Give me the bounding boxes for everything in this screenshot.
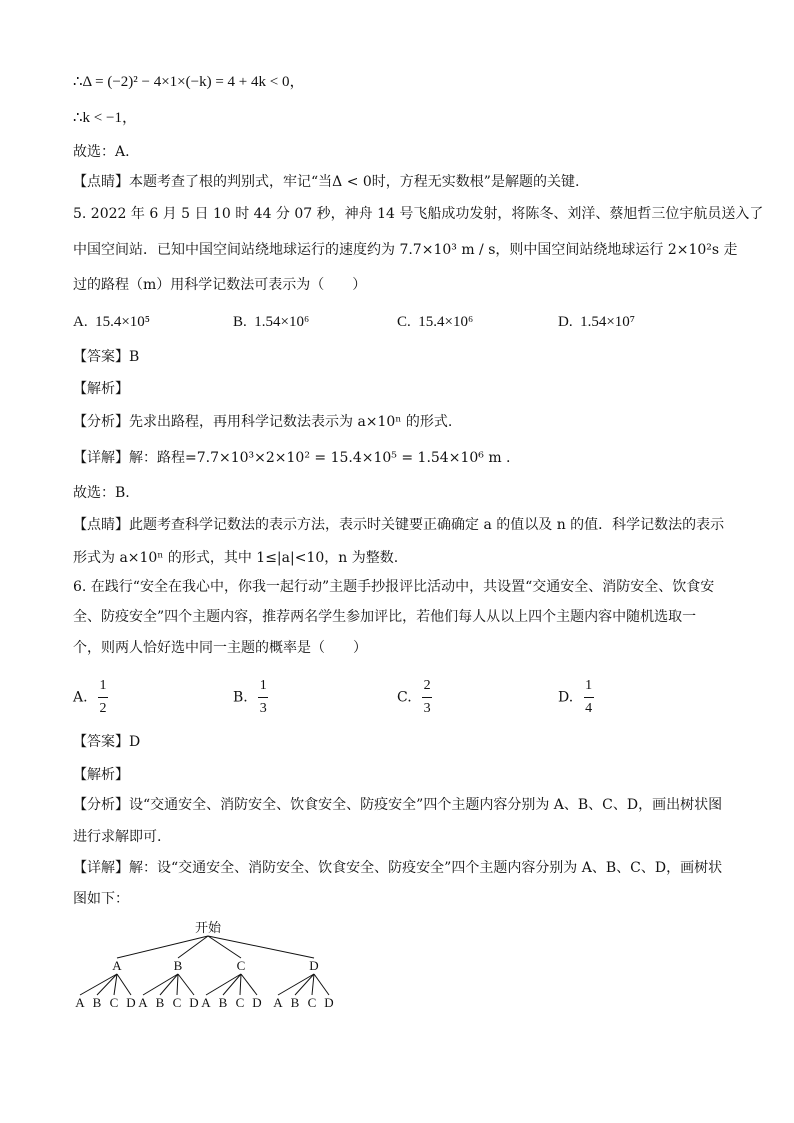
tree-leaf-d-c: C: [307, 995, 317, 1010]
tree-leaf-line: [240, 974, 241, 995]
tree-leaf-c-b: B: [218, 995, 228, 1010]
q5-option-a: A. 15.4×10⁵: [73, 314, 151, 330]
analysis-heading-5: 【解析】: [73, 381, 129, 397]
tree-leaf-a-d: D: [126, 995, 136, 1010]
tree-node-d: D: [309, 958, 319, 973]
analysis-5: 【分析】先求出路程，再用科学记数法表示为 a×10ⁿ 的形式.: [73, 414, 453, 430]
detail-5: 【详解】解：路程=7.7×10³×2×10² = 15.4×10⁵ = 1.54×10⁶ m .: [73, 450, 511, 466]
tree-leaf-line: [223, 974, 241, 995]
line-k-range: ∴k < −1，: [73, 110, 137, 126]
tree-leaf-c-c: C: [235, 995, 245, 1010]
analysis-6-line-1: 【分析】设“交通安全、消防安全、饮食安全、防疫安全”四个主题内容分别为 A、B、C、D，画出树状图: [73, 797, 723, 813]
tree-diagram: [70, 918, 360, 1018]
tree-leaf-line: [143, 974, 178, 995]
choice-5: 故选：B.: [73, 485, 130, 501]
tree-leaf-b-b: B: [155, 995, 165, 1010]
detail-6-line-2: 图如下：: [73, 891, 129, 907]
tree-leaf-a-b: B: [92, 995, 102, 1010]
tree-node-a: A: [112, 958, 122, 973]
tree-leaf-line: [160, 974, 178, 995]
tree-leaf-line: [314, 974, 329, 995]
tree-branch-line: [117, 936, 208, 958]
q6-option-b: B. $\frac{1}{3}$: [233, 678, 267, 716]
q5-option-c: C. 15.4×10⁶: [397, 314, 474, 330]
question-6-line-1: 6. 在践行“安全在我心中，你我一起行动”主题手抄报评比活动中，共设置“交通安全、消防安全、饮食安: [73, 579, 715, 595]
tree-leaf-d-d: D: [324, 995, 334, 1010]
tree-leaf-c-a: A: [201, 995, 211, 1010]
tree-leaf-line: [80, 974, 117, 995]
tree-leaf-b-c: C: [172, 995, 182, 1010]
tree-leaf-a-a: A: [75, 995, 85, 1010]
detail-6-line-1: 【详解】解：设“交通安全、消防安全、饮食安全、防疫安全”四个主题内容分别为 A、B、C、D，画树状: [73, 860, 723, 876]
tree-leaf-a-c: C: [109, 995, 119, 1010]
question-6-line-3: 个，则两人恰好选中同一主题的概率是（ ）: [73, 640, 367, 656]
tree-leaf-line: [178, 974, 194, 995]
tree-leaf-line: [206, 974, 241, 995]
answer-6: 【答案】D: [73, 734, 141, 750]
comment-5-line-1: 【点睛】此题考查科学记数法的表示方法，表示时关键要正确确定 a 的值以及 n 的值．科学记数法的表示: [73, 517, 725, 533]
tree-leaf-line: [117, 974, 131, 995]
question-6-line-2: 全、防疫安全”四个主题内容，推荐两名学生参加评比，若他们每人从以上四个主题内容中随机选取一: [73, 609, 697, 625]
tree-leaf-line: [278, 974, 314, 995]
q5-option-d: D. 1.54×10⁷: [558, 314, 636, 330]
tree-leaf-b-a: A: [138, 995, 148, 1010]
tree-leaf-c-d: D: [252, 995, 262, 1010]
q5-option-b: B. 1.54×10⁶: [233, 314, 310, 330]
question-5-line-1: 5. 2022 年 6 月 5 日 10 时 44 分 07 秒，神舟 14 号飞船成功发射，将陈冬、刘洋、蔡旭哲三位宇航员送入了: [73, 206, 764, 222]
tree-root-label: 开始: [194, 921, 222, 936]
tree-leaf-line: [312, 974, 314, 995]
answer-5: 【答案】B: [73, 349, 140, 365]
tree-leaf-d-a: A: [273, 995, 283, 1010]
question-5-line-2: 中国空间站．已知中国空间站绕地球运行的速度约为 7.7×10³ m / s，则中国空间站绕地球运行 2×10²s 走: [73, 242, 738, 258]
tree-leaf-line: [177, 974, 178, 995]
q6-option-c: C. $\frac{2}{3}$: [397, 678, 431, 716]
tree-node-c: C: [236, 958, 246, 973]
analysis-6-line-2: 进行求解即可.: [73, 829, 162, 845]
question-5-line-3: 过的路程（m）用科学记数法可表示为（ ）: [73, 277, 367, 293]
tree-leaf-b-d: D: [189, 995, 199, 1010]
tree-leaf-line: [241, 974, 257, 995]
line-discriminant: ∴Δ = (−2)² − 4×1×(−k) = 4 + 4k < 0，: [73, 74, 305, 90]
q6-option-d: D. $\frac{1}{4}$: [558, 678, 593, 716]
tree-node-b: B: [173, 958, 183, 973]
comment-5-line-2: 形式为 a×10ⁿ 的形式，其中 1≤|a|<10，n 为整数.: [73, 550, 399, 566]
tree-leaf-line: [295, 974, 314, 995]
line-choice-4: 故选：A.: [73, 144, 130, 160]
tree-leaf-d-b: B: [290, 995, 300, 1010]
line-comment-4: 【点睛】本题考查了根的判别式，牢记“当Δ < 0时，方程无实数根”是解题的关键.: [73, 174, 580, 190]
analysis-heading-6: 【解析】: [73, 767, 129, 783]
q6-option-a: A. $\frac{1}{2}$: [73, 678, 107, 716]
